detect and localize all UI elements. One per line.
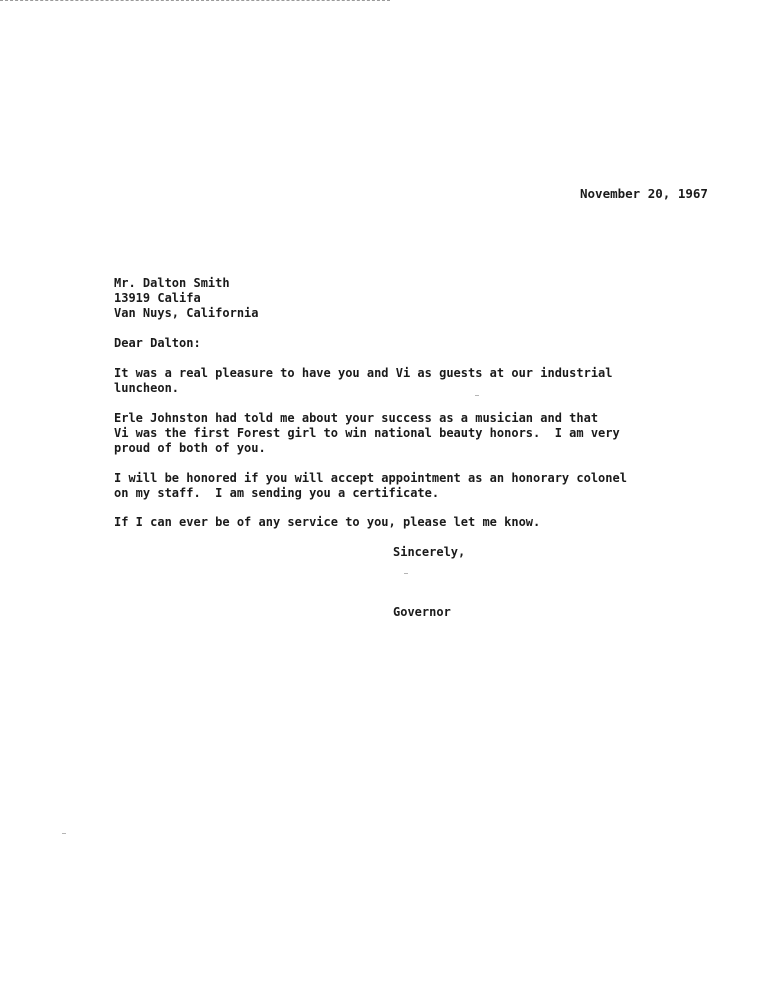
page-top-edge-rule bbox=[0, 0, 390, 1]
paragraph-line: proud of both of you. bbox=[114, 441, 266, 455]
paper-speck bbox=[475, 395, 479, 396]
body-paragraph-3 bbox=[114, 471, 627, 501]
body-paragraph-2 bbox=[114, 411, 620, 456]
signature-title: Governor bbox=[393, 605, 451, 619]
recipient-name: Mr. Dalton Smith bbox=[114, 276, 230, 290]
paragraph-line: If I can ever be of any service to you, please let me know. bbox=[114, 515, 541, 529]
body-paragraph-4 bbox=[114, 515, 540, 530]
recipient-city: Van Nuys, California bbox=[114, 306, 259, 320]
letter-date: November 20, 1967 bbox=[580, 186, 708, 201]
closing: Sincerely, bbox=[393, 545, 466, 559]
paragraph-line: Erle Johnston had told me about your success as a musician and that bbox=[114, 411, 599, 425]
recipient-address-block bbox=[114, 276, 259, 321]
recipient-street: 13919 Califa bbox=[114, 291, 201, 305]
paragraph-line: Vi was the first Forest girl to win national beauty honors. I am very bbox=[114, 426, 620, 440]
paragraph-line: I will be honored if you will accept appointment as an honorary colonel bbox=[114, 471, 627, 485]
paragraph-line: on my staff. I am sending you a certificate. bbox=[114, 486, 440, 500]
paper-speck bbox=[62, 833, 66, 834]
paragraph-line: It was a real pleasure to have you and Vi as guests at our industrial bbox=[114, 366, 613, 380]
salutation: Dear Dalton: bbox=[114, 336, 201, 350]
body-paragraph-1 bbox=[114, 366, 613, 396]
paragraph-line: luncheon. bbox=[114, 381, 180, 395]
paper-speck bbox=[404, 573, 408, 574]
